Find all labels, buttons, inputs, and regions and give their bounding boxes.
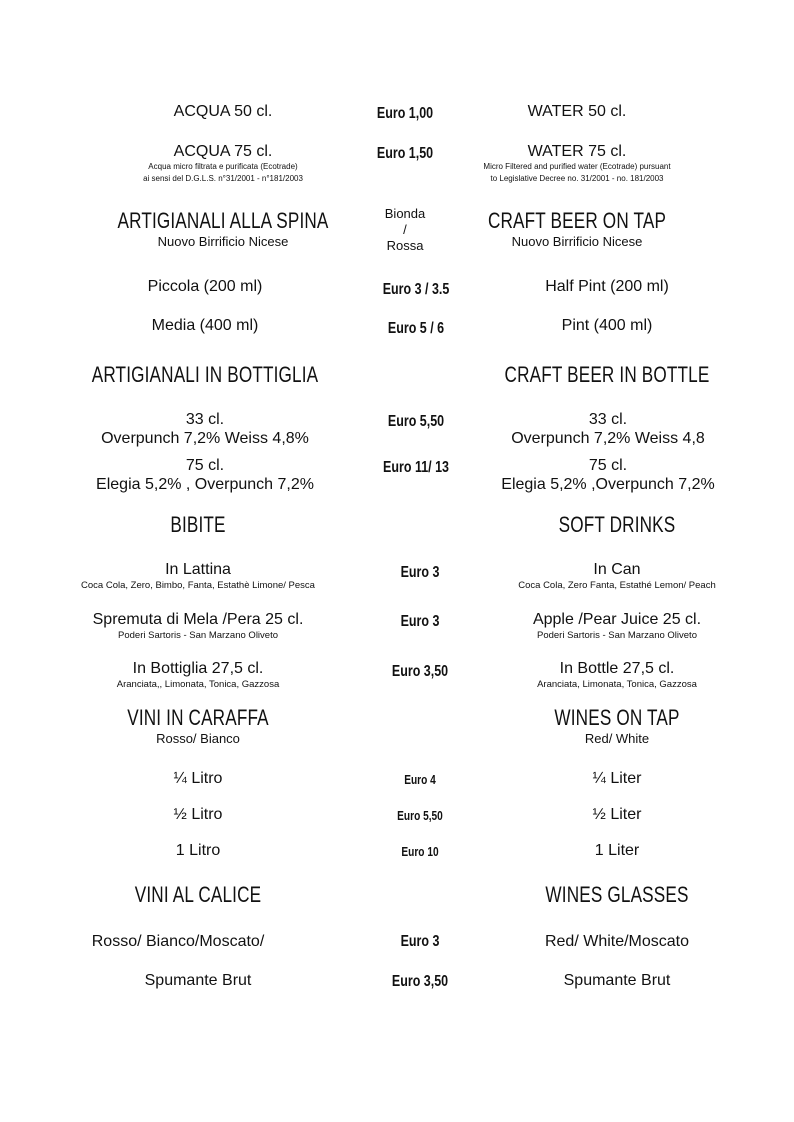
item-description: /	[403, 222, 407, 237]
line-wrapper	[501, 475, 714, 494]
line-wrapper	[537, 678, 697, 692]
item-name: WATER 50 cl.	[527, 103, 627, 120]
line-wrapper	[107, 705, 288, 731]
price-cell	[396, 843, 444, 861]
item-name: Overpunch 7,2% Weiss 4,8	[511, 430, 705, 447]
item-name: Rosso/ Bianco/Moscato/	[91, 933, 265, 950]
item-description: Poderi Sartoris - San Marzano Oliveto	[537, 630, 697, 641]
item-description: Coca Cola, Zero Fanta, Estathé Lemon/ Peach	[518, 580, 716, 591]
price: Euro 3,50	[391, 663, 449, 680]
english-item	[545, 932, 689, 951]
price: Euro 3,50	[391, 973, 449, 990]
item-description: Coca Cola, Zero, Bimbo, Fanta, Estathè Limone/ Pesca	[81, 580, 315, 591]
price: Euro 3	[400, 613, 440, 630]
italian-item	[88, 208, 359, 250]
line-wrapper	[117, 678, 279, 692]
english-item	[511, 410, 705, 448]
item-name: Overpunch 7,2% Weiss 4,8%	[101, 430, 309, 447]
line-wrapper	[537, 731, 698, 747]
line-wrapper	[93, 629, 304, 643]
line-wrapper	[174, 805, 223, 824]
price-cell	[395, 612, 445, 632]
section-heading: VINI IN CARAFFA	[127, 705, 269, 730]
italian-item	[143, 142, 303, 185]
line-wrapper	[533, 610, 701, 629]
item-name: ACQUA 75 cl.	[173, 143, 273, 160]
price-cell	[369, 104, 441, 124]
english-item	[545, 277, 669, 296]
price: Euro 11/ 13	[383, 459, 449, 476]
italian-item	[60, 362, 350, 388]
italian-item	[174, 769, 223, 788]
line-wrapper	[117, 882, 279, 908]
item-name: Pint (400 ml)	[561, 317, 653, 334]
item-name: In Bottle 27,5 cl.	[559, 660, 675, 677]
price: Euro 4	[404, 772, 436, 787]
item-description: to Legislative Decree no. 31/2001 - no. 181/2003	[490, 174, 664, 183]
italian-item	[152, 316, 259, 335]
line-wrapper	[483, 161, 670, 173]
line-wrapper	[476, 362, 739, 388]
item-name: ½ Litro	[173, 806, 223, 823]
price: Euro 10	[401, 844, 439, 859]
line-wrapper	[374, 458, 459, 478]
italian-item	[174, 805, 223, 824]
line-wrapper	[92, 932, 265, 951]
line-wrapper	[483, 173, 670, 185]
section-heading: CRAFT BEER ON TAP	[487, 208, 667, 233]
item-description: Bionda	[384, 206, 426, 221]
english-item	[463, 208, 691, 250]
english-item	[537, 705, 698, 747]
line-wrapper	[88, 234, 359, 250]
line-wrapper	[564, 971, 671, 990]
price: Euro 5 / 6	[387, 320, 445, 337]
price-cell	[384, 972, 456, 992]
item-name: 75 cl.	[185, 457, 225, 474]
line-wrapper	[88, 208, 359, 234]
price: Euro 1,50	[376, 145, 434, 162]
item-name: 33 cl.	[185, 411, 225, 428]
price: Euro 3	[400, 933, 440, 950]
italian-item	[148, 277, 263, 296]
item-description: Acqua micro filtrata e purificata (Ecotrade)	[148, 162, 298, 171]
line-wrapper	[101, 410, 309, 429]
item-name: 1 Litro	[175, 842, 221, 859]
line-wrapper	[385, 206, 425, 222]
price-cell	[374, 458, 459, 478]
section-heading: CRAFT BEER IN BOTTLE	[504, 362, 710, 387]
line-wrapper	[593, 769, 642, 788]
price-cell	[373, 280, 458, 300]
line-wrapper	[483, 142, 670, 161]
section-heading: SOFT DRINKS	[558, 512, 676, 537]
line-wrapper	[391, 807, 450, 825]
item-description: ai sensi del D.G.L.S. n°31/2001 - n°181/2003	[143, 174, 303, 183]
line-wrapper	[60, 362, 350, 388]
line-wrapper	[511, 410, 705, 429]
line-wrapper	[81, 579, 315, 593]
line-wrapper	[380, 412, 452, 432]
line-wrapper	[545, 932, 689, 951]
price: Euro 1,00	[376, 105, 434, 122]
line-wrapper	[396, 843, 444, 861]
item-description: Poderi Sartoris - San Marzano Oliveto	[118, 630, 278, 641]
item-name: ¼ Litro	[173, 770, 223, 787]
item-name: In Bottiglia 27,5 cl.	[132, 660, 264, 677]
line-wrapper	[463, 208, 691, 234]
item-description: Red/ White	[584, 731, 650, 746]
line-wrapper	[101, 429, 309, 448]
item-description: Aranciata, Limonata, Tonica, Gazzosa	[537, 679, 697, 690]
english-item	[533, 610, 701, 643]
italian-item	[93, 610, 304, 643]
english-item	[564, 971, 671, 990]
english-item	[501, 456, 714, 494]
english-item	[595, 841, 639, 860]
line-wrapper	[385, 222, 425, 238]
item-name: Apple /Pear Juice 25 cl.	[532, 611, 702, 628]
line-wrapper	[163, 512, 234, 538]
line-wrapper	[395, 932, 445, 952]
line-wrapper	[537, 705, 698, 731]
item-name: Half Pint (200 ml)	[545, 278, 669, 295]
line-wrapper	[593, 805, 642, 824]
price-cell	[391, 807, 450, 825]
line-wrapper	[595, 841, 639, 860]
section-heading: WINES GLASSES	[545, 882, 689, 907]
price-cell	[384, 662, 456, 682]
italian-item	[101, 410, 309, 448]
section-heading: ARTIGIANALI IN BOTTIGLIA	[91, 362, 319, 387]
price-cell	[400, 771, 440, 789]
line-wrapper	[384, 972, 456, 992]
item-description: Rossa	[386, 238, 424, 253]
line-wrapper	[400, 771, 440, 789]
line-wrapper	[143, 173, 303, 185]
line-wrapper	[117, 659, 279, 678]
item-name: 1 Liter	[594, 842, 640, 859]
line-wrapper	[518, 579, 716, 593]
item-name: In Lattina	[165, 561, 231, 578]
line-wrapper	[545, 277, 669, 296]
english-item	[476, 362, 739, 388]
item-name: 33 cl.	[588, 411, 628, 428]
price: Euro 3	[400, 564, 440, 581]
price: Euro 3 / 3.5	[382, 281, 450, 298]
italian-item	[176, 841, 220, 860]
price: Euro 5,50	[387, 413, 445, 430]
price-cell	[385, 206, 425, 254]
item-name: Spumante Brut	[563, 972, 671, 989]
item-name: WATER 75 cl.	[527, 143, 627, 160]
line-wrapper	[518, 560, 716, 579]
italian-item	[107, 705, 288, 747]
line-wrapper	[148, 277, 263, 296]
english-item	[562, 316, 653, 335]
price-cell	[380, 412, 452, 432]
line-wrapper	[96, 475, 314, 494]
item-name: In Can	[593, 561, 641, 578]
section-heading: WINES ON TAP	[554, 705, 680, 730]
line-wrapper	[384, 662, 456, 682]
line-wrapper	[537, 659, 697, 678]
line-wrapper	[542, 512, 692, 538]
line-wrapper	[93, 610, 304, 629]
line-wrapper	[501, 456, 714, 475]
price: Euro 5,50	[397, 808, 443, 823]
item-name: Spumante Brut	[144, 972, 252, 989]
section-heading: VINI AL CALICE	[134, 882, 262, 907]
price-cell	[395, 563, 445, 583]
item-description: Micro Filtered and purified water (Ecotrade) pursuant	[483, 162, 671, 171]
item-name: ½ Liter	[592, 806, 642, 823]
italian-item	[174, 102, 273, 121]
english-item	[525, 882, 709, 908]
line-wrapper	[143, 161, 303, 173]
item-description: Aranciata,, Limonata, Tonica, Gazzosa	[116, 679, 280, 690]
line-wrapper	[395, 563, 445, 583]
item-description: Nuovo Birrificio Nicese	[511, 234, 643, 249]
line-wrapper	[143, 142, 303, 161]
line-wrapper	[174, 769, 223, 788]
line-wrapper	[145, 971, 252, 990]
english-item	[537, 659, 697, 692]
item-name: Spremuta di Mela /Pera 25 cl.	[92, 611, 304, 628]
line-wrapper	[369, 144, 441, 164]
line-wrapper	[176, 841, 220, 860]
line-wrapper	[174, 102, 273, 121]
item-description: Rosso/ Bianco	[156, 731, 240, 746]
price-cell	[380, 319, 452, 339]
line-wrapper	[533, 629, 701, 643]
english-item	[593, 769, 642, 788]
line-wrapper	[525, 882, 709, 908]
item-name: Media (400 ml)	[151, 317, 259, 334]
item-name: Elegia 5,2% , Overpunch 7,2%	[96, 476, 314, 493]
item-name: Red/ White/Moscato	[544, 933, 690, 950]
italian-item	[145, 971, 252, 990]
line-wrapper	[107, 731, 288, 747]
line-wrapper	[395, 612, 445, 632]
italian-item	[163, 512, 234, 538]
italian-item	[92, 932, 265, 951]
item-name: Piccola (200 ml)	[147, 278, 263, 295]
item-name: ACQUA 50 cl.	[173, 103, 273, 120]
english-item	[593, 805, 642, 824]
line-wrapper	[463, 234, 691, 250]
english-item	[528, 102, 627, 121]
line-wrapper	[369, 104, 441, 124]
italian-item	[117, 882, 279, 908]
line-wrapper	[96, 456, 314, 475]
item-name: Elegia 5,2% ,Overpunch 7,2%	[501, 476, 715, 493]
section-heading: ARTIGIANALI ALLA SPINA	[117, 208, 329, 233]
line-wrapper	[511, 429, 705, 448]
line-wrapper	[81, 560, 315, 579]
english-item	[542, 512, 692, 538]
line-wrapper	[385, 238, 425, 254]
italian-item	[117, 659, 279, 692]
item-description: Nuovo Birrificio Nicese	[157, 234, 289, 249]
italian-item	[96, 456, 314, 494]
line-wrapper	[373, 280, 458, 300]
price-cell	[395, 932, 445, 952]
english-item	[518, 560, 716, 593]
item-name: ¼ Liter	[592, 770, 642, 787]
line-wrapper	[528, 102, 627, 121]
english-item	[483, 142, 670, 185]
price-cell	[369, 144, 441, 164]
italian-item	[81, 560, 315, 593]
line-wrapper	[380, 319, 452, 339]
line-wrapper	[562, 316, 653, 335]
section-heading: BIBITE	[170, 512, 226, 537]
line-wrapper	[152, 316, 259, 335]
item-name: 75 cl.	[588, 457, 628, 474]
